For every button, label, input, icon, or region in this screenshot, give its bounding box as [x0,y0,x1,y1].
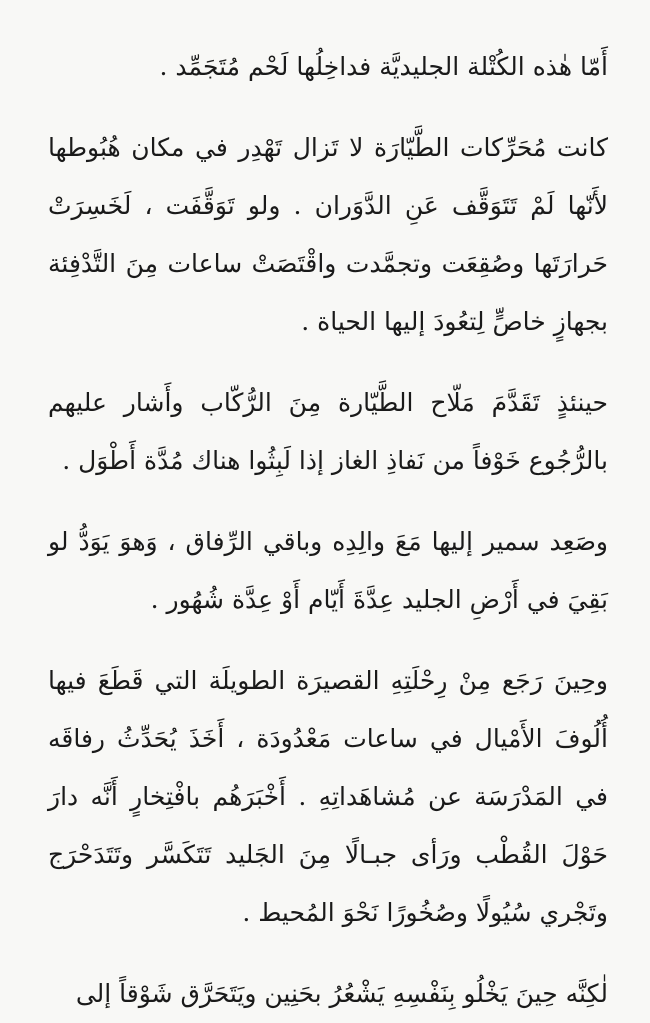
paragraph-longing: لٰكِنَّه حِينَ يَخْلُو بِنَفْسِهِ يَشْعُرُ بحَنِين ويَتَحَرَّق شَوْقاً إلى [75,979,608,1008]
paragraph-samir-boards: وصَعِد سمير إليها مَعَ والِدِه وباقي الرِّفاق ، وَهوَ يَوَدُّ لو بَقِيَ في أَرْضِ الجليد عِدَّةَ أَيّام أَوْ عِدَّة شُهُور . [48,527,608,614]
paragraph-plane-engines: كانت مُحَرِّكات الطَّيّارَة لا تَزال تَهْدِر في مكان هُبُوطها لأَنّها لَمْ تَتَوَقَّف عَنِ الدَّوَران . ولو تَوَقَّفَت ، لَخَسِرَتْ حَرارَتَها وصُقِعَت وتجمَّدت واقْتَصَتْ ساعات مِنَ التَّدْفِئة بجهازٍ خاصٍّ لِتعُودَ إليها الحياة . [48,133,608,336]
paragraph-navigator-warning: حينئذٍ تَقَدَّمَ مَلّاح الطَّيّارة مِنَ الرُّكّاب وأَشار عليهم بالرُّجُوع خَوْفاً من نَفاذِ الغاز إذا لَبِثُوا هناك مُدَّة أَطْوَل . [48,388,608,475]
paragraph-frozen-block: أَمّا هٰذه الكُتْلة الجليديَّة فداخِلُها لَحْم مُتَجَمِّد . [159,52,608,81]
paragraph-return-story: وحِينَ رَجَع مِنْ رِحْلَتِهِ القصيرَة الطويلَة التي قَطَعَ فيها أُلُوفَ الأَمْيال في ساعات مَعْدُودَة ، أَخَذَ يُحَدِّثُ رفاقَه في المَدْرَسَة عن مُشاهَداتِهِ . أَخْبَرَهُم بافْتِخارٍ أَنَّه دارَ حَوْلَ القُطْب ورَأى جبـالًا مِنَ الجَليد تَتَكَسَّر وتَتَدَحْرَج وتَجْري سُيُولًا وصُخُورًا نَحْوَ المُحيط . [48,666,608,927]
